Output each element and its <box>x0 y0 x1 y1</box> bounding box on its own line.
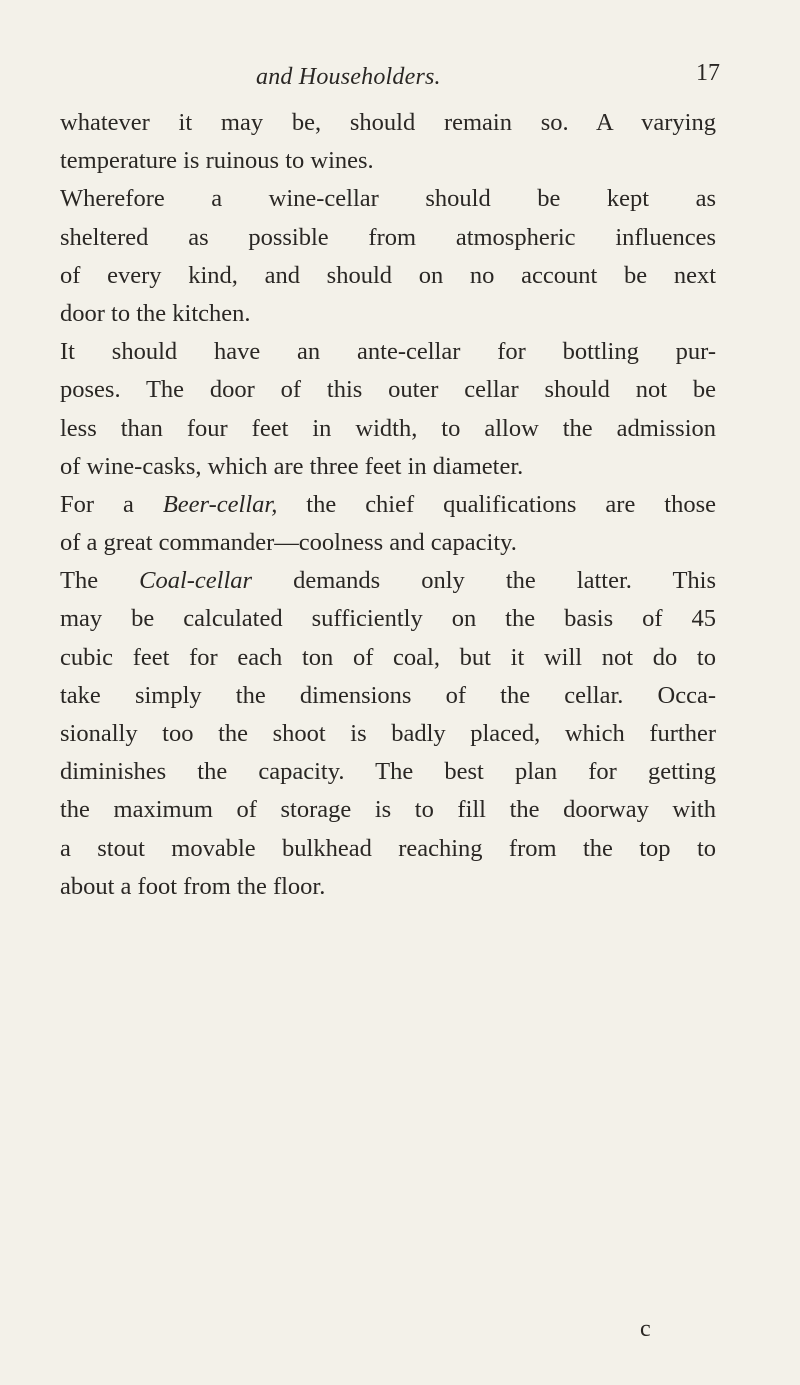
text-line-coal-cellar <box>60 562 716 600</box>
text-line: poses. The door of this outer cellar should not be <box>60 376 716 404</box>
text-line: whatever it may be, should remain so. A varying <box>60 109 716 136</box>
body-text <box>60 104 716 906</box>
text-line: cubic feet for each ton of coal, but it will not do to <box>60 643 716 671</box>
text-line-beer-cellar <box>60 486 716 524</box>
text-line: a stout movable bulkhead reaching from the top to <box>60 834 716 862</box>
text-line: about a foot from the floor. <box>60 872 326 900</box>
text-line: of a great commander—coolness and capacity. <box>60 529 517 557</box>
running-head: and Householders. <box>256 64 441 90</box>
signature-mark: c <box>640 1316 651 1342</box>
text-line: of every kind, and should on no account be next <box>60 261 716 289</box>
coal-prefix: The <box>60 567 99 595</box>
text-line: temperature is ruinous to wines. <box>60 147 374 175</box>
coal-cellar-term: Coal-cellar <box>139 567 253 595</box>
text-line: sionally too the shoot is badly placed, which further <box>60 720 716 747</box>
text-line: It should have an ante-cellar for bottling pur- <box>60 338 716 366</box>
text-line: the maximum of storage is to fill the doorway with <box>60 796 716 824</box>
text-line: less than four feet in width, to allow the admission <box>60 414 716 442</box>
text-line: take simply the dimensions of the cellar. Occa- <box>60 681 716 709</box>
page-number: 17 <box>696 60 720 86</box>
text-line: diminishes the capacity. The best plan for getting <box>60 758 716 786</box>
beer-rest: the chief qualifications are those <box>306 490 717 518</box>
coal-rest: demands only the latter. This <box>293 567 717 595</box>
text-line: sheltered as possible from atmospheric influences <box>60 223 716 251</box>
beer-cellar-term: Beer-cellar, <box>162 490 278 518</box>
text-line: of wine-casks, which are three feet in diameter. <box>60 452 524 480</box>
text-line: Wherefore a wine-cellar should be kept as <box>60 185 716 213</box>
text-line: may be calculated sufficiently on the basis of 45 <box>60 605 716 633</box>
beer-prefix: For a <box>60 490 134 518</box>
text-line: door to the kitchen. <box>60 299 251 327</box>
